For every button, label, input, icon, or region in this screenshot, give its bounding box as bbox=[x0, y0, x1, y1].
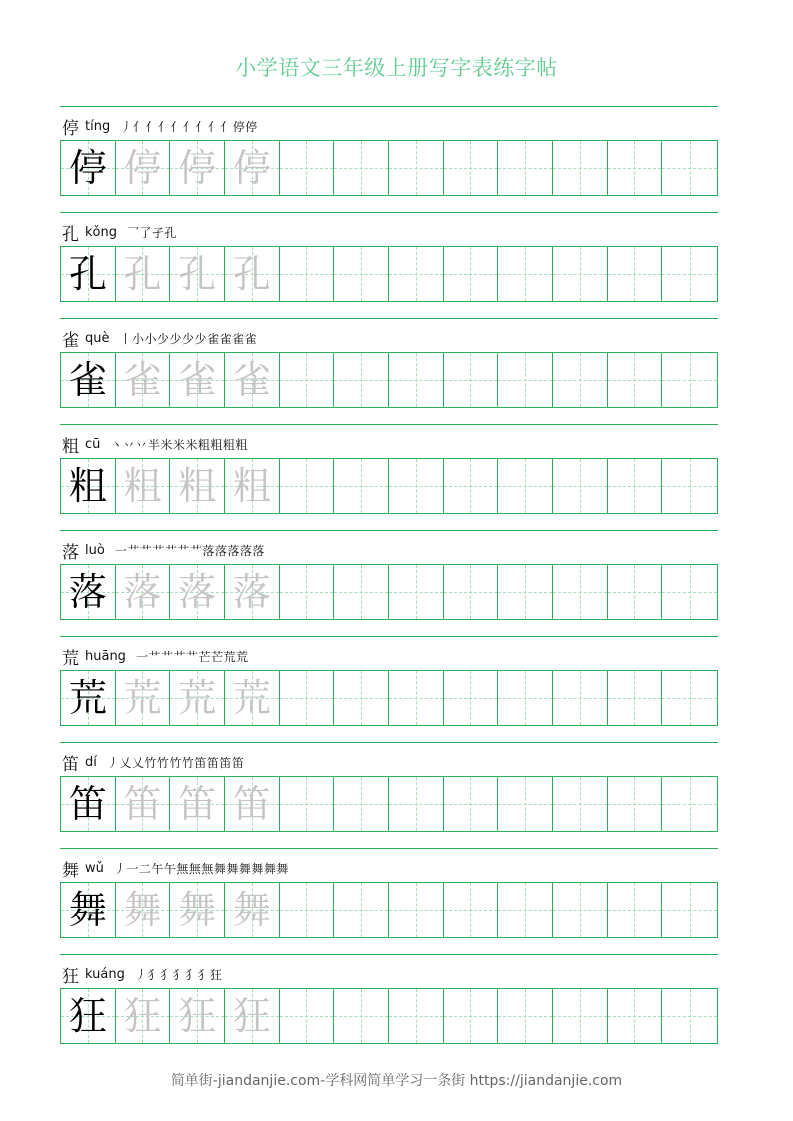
blank-cell bbox=[498, 353, 553, 407]
trace-char: 舞 bbox=[178, 888, 217, 932]
blank-cell bbox=[280, 565, 335, 619]
trace-cell bbox=[116, 777, 171, 831]
practice-grid bbox=[60, 564, 718, 620]
practice-row bbox=[60, 954, 718, 1060]
blank-cell bbox=[662, 353, 717, 407]
trace-cell bbox=[116, 565, 171, 619]
stroke-order: 乛了孑孔 bbox=[126, 225, 177, 240]
blank-cell bbox=[553, 777, 608, 831]
blank-cell bbox=[498, 883, 553, 937]
blank-cell bbox=[280, 777, 335, 831]
row-separator bbox=[60, 954, 718, 955]
stroke-order: 一艹艹艹艹芒芒荒荒 bbox=[135, 649, 249, 664]
trace-cell bbox=[170, 459, 225, 513]
stroke-order: 丨小小少少少少雀雀雀雀 bbox=[119, 331, 258, 346]
practice-row bbox=[60, 318, 718, 424]
blank-cell bbox=[662, 141, 717, 195]
char-pinyin: dí bbox=[85, 754, 97, 770]
trace-cell bbox=[225, 565, 280, 619]
model-char: 落 bbox=[68, 570, 107, 614]
trace-cell bbox=[225, 777, 280, 831]
char-pinyin: huāng bbox=[85, 648, 126, 664]
trace-cell bbox=[170, 777, 225, 831]
trace-cell bbox=[170, 883, 225, 937]
trace-cell bbox=[116, 141, 171, 195]
blank-cell bbox=[662, 989, 717, 1043]
blank-cell bbox=[553, 883, 608, 937]
trace-cell bbox=[225, 353, 280, 407]
row-separator bbox=[60, 212, 718, 213]
trace-char: 荒 bbox=[178, 676, 217, 720]
row-separator bbox=[60, 636, 718, 637]
blank-cell bbox=[608, 989, 663, 1043]
stroke-order: 一艹艹艹艹艹艹落落落落落 bbox=[114, 543, 265, 558]
char-info bbox=[62, 856, 289, 880]
trace-char: 狂 bbox=[123, 994, 162, 1038]
trace-char: 孔 bbox=[232, 252, 271, 296]
model-cell bbox=[61, 353, 116, 407]
char-pinyin: luò bbox=[85, 542, 105, 558]
trace-cell bbox=[225, 141, 280, 195]
trace-char: 落 bbox=[123, 570, 162, 614]
model-char: 停 bbox=[68, 146, 107, 190]
trace-char: 狂 bbox=[178, 994, 217, 1038]
trace-char: 粗 bbox=[123, 464, 162, 508]
trace-cell bbox=[116, 459, 171, 513]
trace-char: 停 bbox=[123, 146, 162, 190]
blank-cell bbox=[498, 247, 553, 301]
trace-cell bbox=[225, 247, 280, 301]
trace-char: 孔 bbox=[178, 252, 217, 296]
char-label: 落 bbox=[62, 542, 79, 563]
trace-char: 孔 bbox=[123, 252, 162, 296]
trace-char: 粗 bbox=[232, 464, 271, 508]
char-info bbox=[62, 962, 222, 986]
practice-grid bbox=[60, 246, 718, 302]
trace-cell bbox=[116, 671, 171, 725]
char-pinyin: kuáng bbox=[85, 966, 125, 982]
blank-cell bbox=[444, 777, 499, 831]
char-label: 舞 bbox=[62, 860, 79, 881]
blank-cell bbox=[444, 565, 499, 619]
blank-cell bbox=[498, 777, 553, 831]
blank-cell bbox=[389, 459, 444, 513]
trace-char: 荒 bbox=[232, 676, 271, 720]
model-char: 荒 bbox=[68, 676, 107, 720]
blank-cell bbox=[608, 459, 663, 513]
blank-cell bbox=[280, 671, 335, 725]
model-char: 狂 bbox=[68, 994, 107, 1038]
row-separator bbox=[60, 424, 718, 425]
trace-cell bbox=[170, 565, 225, 619]
blank-cell bbox=[553, 459, 608, 513]
practice-grid bbox=[60, 882, 718, 938]
blank-cell bbox=[498, 565, 553, 619]
practice-grid bbox=[60, 352, 718, 408]
row-separator bbox=[60, 530, 718, 531]
model-char: 粗 bbox=[68, 464, 107, 508]
blank-cell bbox=[444, 141, 499, 195]
model-cell bbox=[61, 671, 116, 725]
char-info bbox=[62, 326, 257, 350]
trace-char: 舞 bbox=[123, 888, 162, 932]
trace-cell bbox=[170, 247, 225, 301]
blank-cell bbox=[662, 671, 717, 725]
practice-grid bbox=[60, 670, 718, 726]
trace-char: 雀 bbox=[178, 358, 217, 402]
model-cell bbox=[61, 777, 116, 831]
practice-grid bbox=[60, 140, 718, 196]
practice-rows bbox=[60, 106, 718, 1060]
blank-cell bbox=[608, 777, 663, 831]
blank-cell bbox=[280, 247, 335, 301]
blank-cell bbox=[553, 141, 608, 195]
char-pinyin: què bbox=[85, 330, 110, 346]
blank-cell bbox=[498, 141, 553, 195]
blank-cell bbox=[389, 353, 444, 407]
blank-cell bbox=[280, 141, 335, 195]
blank-cell bbox=[662, 565, 717, 619]
trace-cell bbox=[170, 989, 225, 1043]
char-label: 粗 bbox=[62, 436, 79, 457]
stroke-order: 丶丷丷半米米米粗粗粗粗 bbox=[110, 437, 248, 452]
trace-char: 狂 bbox=[232, 994, 271, 1038]
trace-cell bbox=[170, 141, 225, 195]
trace-char: 笛 bbox=[123, 782, 162, 826]
char-label: 狂 bbox=[62, 966, 79, 987]
trace-char: 笛 bbox=[232, 782, 271, 826]
trace-cell bbox=[116, 353, 171, 407]
blank-cell bbox=[334, 247, 389, 301]
trace-cell bbox=[225, 671, 280, 725]
blank-cell bbox=[553, 565, 608, 619]
model-cell bbox=[61, 883, 116, 937]
practice-row bbox=[60, 530, 718, 636]
char-label: 停 bbox=[62, 118, 79, 139]
trace-char: 停 bbox=[232, 146, 271, 190]
blank-cell bbox=[608, 565, 663, 619]
char-info bbox=[62, 114, 258, 138]
blank-cell bbox=[498, 989, 553, 1043]
char-label: 荒 bbox=[62, 648, 79, 669]
trace-char: 雀 bbox=[232, 358, 271, 402]
trace-char: 落 bbox=[232, 570, 271, 614]
blank-cell bbox=[389, 671, 444, 725]
row-separator bbox=[60, 318, 718, 319]
blank-cell bbox=[498, 459, 553, 513]
char-info bbox=[62, 644, 248, 668]
char-label: 孔 bbox=[62, 224, 79, 245]
char-pinyin: wǔ bbox=[85, 860, 104, 876]
blank-cell bbox=[389, 565, 444, 619]
model-cell bbox=[61, 989, 116, 1043]
blank-cell bbox=[334, 883, 389, 937]
trace-cell bbox=[116, 247, 171, 301]
model-cell bbox=[61, 565, 116, 619]
blank-cell bbox=[280, 989, 335, 1043]
model-cell bbox=[61, 141, 116, 195]
row-separator bbox=[60, 106, 718, 107]
blank-cell bbox=[662, 883, 717, 937]
practice-grid bbox=[60, 988, 718, 1044]
blank-cell bbox=[334, 353, 389, 407]
blank-cell bbox=[444, 459, 499, 513]
practice-grid bbox=[60, 776, 718, 832]
char-info bbox=[62, 750, 244, 774]
blank-cell bbox=[553, 989, 608, 1043]
practice-row bbox=[60, 106, 718, 212]
row-separator bbox=[60, 742, 718, 743]
practice-grid bbox=[60, 458, 718, 514]
blank-cell bbox=[553, 353, 608, 407]
char-pinyin: cū bbox=[85, 436, 101, 452]
char-pinyin: kǒng bbox=[85, 224, 117, 240]
model-cell bbox=[61, 459, 116, 513]
model-char: 孔 bbox=[68, 252, 107, 296]
trace-cell bbox=[116, 989, 171, 1043]
char-info bbox=[62, 432, 248, 456]
blank-cell bbox=[444, 883, 499, 937]
blank-cell bbox=[389, 247, 444, 301]
trace-char: 舞 bbox=[232, 888, 271, 932]
trace-char: 停 bbox=[178, 146, 217, 190]
blank-cell bbox=[280, 883, 335, 937]
row-separator bbox=[60, 848, 718, 849]
page-title: 小学语文三年级上册写字表练字帖 bbox=[235, 56, 558, 80]
blank-cell bbox=[444, 671, 499, 725]
trace-char: 粗 bbox=[178, 464, 217, 508]
blank-cell bbox=[444, 989, 499, 1043]
model-char: 雀 bbox=[68, 358, 107, 402]
trace-char: 落 bbox=[178, 570, 217, 614]
stroke-order: 丿犭犭犭犭犭狂 bbox=[134, 967, 223, 982]
char-label: 雀 bbox=[62, 330, 79, 351]
blank-cell bbox=[553, 671, 608, 725]
blank-cell bbox=[389, 989, 444, 1043]
practice-row bbox=[60, 424, 718, 530]
blank-cell bbox=[498, 671, 553, 725]
stroke-order: 丿乂乂竹竹竹竹笛笛笛笛 bbox=[106, 755, 245, 770]
model-char: 舞 bbox=[68, 888, 107, 932]
blank-cell bbox=[608, 671, 663, 725]
trace-char: 笛 bbox=[178, 782, 217, 826]
practice-row bbox=[60, 212, 718, 318]
blank-cell bbox=[280, 459, 335, 513]
practice-row bbox=[60, 848, 718, 954]
blank-cell bbox=[389, 883, 444, 937]
blank-cell bbox=[389, 141, 444, 195]
blank-cell bbox=[444, 353, 499, 407]
blank-cell bbox=[662, 459, 717, 513]
practice-row bbox=[60, 636, 718, 742]
blank-cell bbox=[662, 777, 717, 831]
trace-cell bbox=[225, 883, 280, 937]
model-cell bbox=[61, 247, 116, 301]
blank-cell bbox=[553, 247, 608, 301]
stroke-order: 丿亻亻亻亻亻亻亻亻停停 bbox=[120, 119, 258, 134]
page-footer: 简单街-jiandanjie.com-学科网简单学习一条街 https://jiandanjie.com bbox=[170, 1073, 623, 1089]
trace-cell bbox=[116, 883, 171, 937]
practice-row bbox=[60, 742, 718, 848]
char-label: 笛 bbox=[62, 754, 79, 775]
trace-cell bbox=[225, 989, 280, 1043]
blank-cell bbox=[334, 565, 389, 619]
blank-cell bbox=[334, 459, 389, 513]
blank-cell bbox=[662, 247, 717, 301]
trace-char: 雀 bbox=[123, 358, 162, 402]
blank-cell bbox=[608, 883, 663, 937]
stroke-order: 丿一二午午無無無舞舞舞舞舞舞 bbox=[113, 861, 289, 876]
blank-cell bbox=[334, 989, 389, 1043]
blank-cell bbox=[608, 141, 663, 195]
blank-cell bbox=[334, 141, 389, 195]
char-info bbox=[62, 538, 265, 562]
char-pinyin: tíng bbox=[85, 118, 111, 134]
blank-cell bbox=[334, 671, 389, 725]
model-char: 笛 bbox=[68, 782, 107, 826]
trace-cell bbox=[225, 459, 280, 513]
blank-cell bbox=[608, 247, 663, 301]
blank-cell bbox=[444, 247, 499, 301]
blank-cell bbox=[608, 353, 663, 407]
trace-cell bbox=[170, 671, 225, 725]
blank-cell bbox=[280, 353, 335, 407]
trace-cell bbox=[170, 353, 225, 407]
char-info bbox=[62, 220, 177, 244]
blank-cell bbox=[334, 777, 389, 831]
trace-char: 荒 bbox=[123, 676, 162, 720]
blank-cell bbox=[389, 777, 444, 831]
